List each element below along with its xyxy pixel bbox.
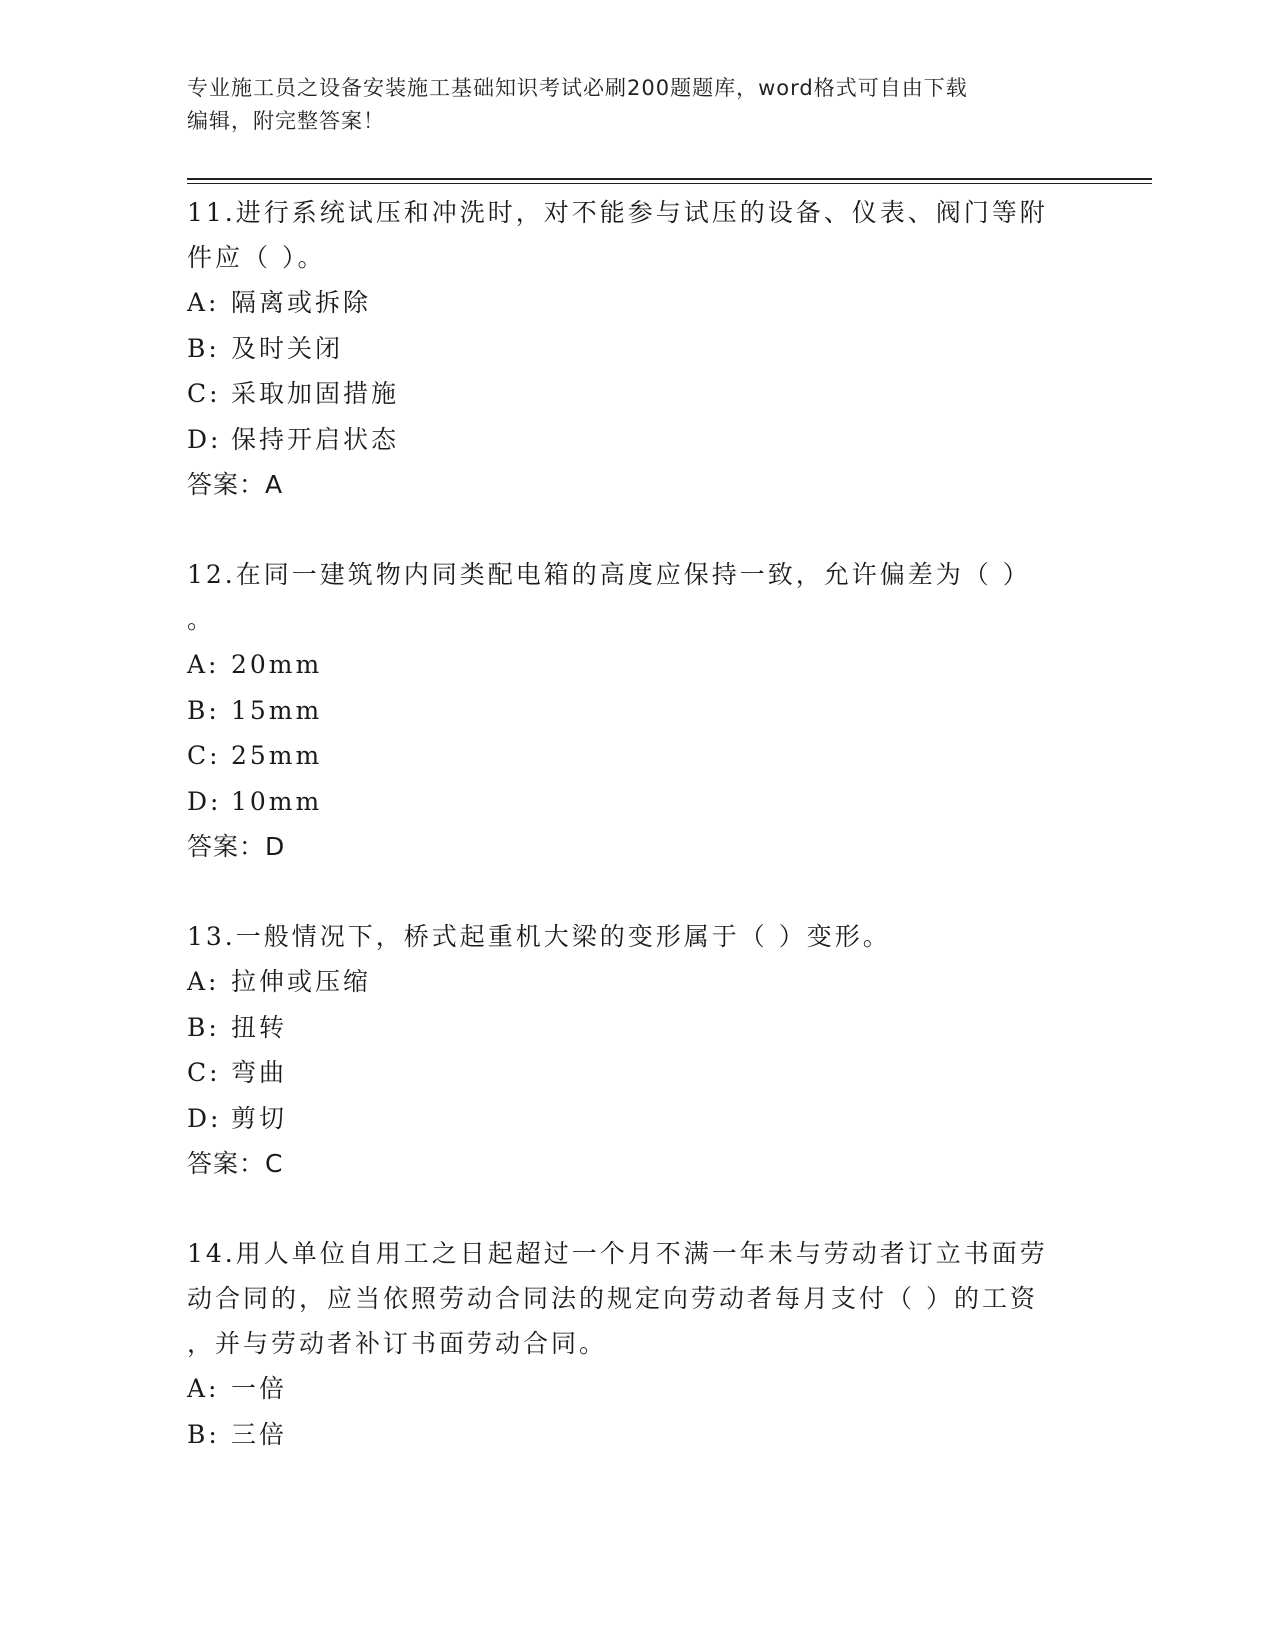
option-d [187, 1096, 1087, 1142]
option-text: 采取加固措施 [231, 379, 400, 408]
option-b [187, 1412, 1087, 1458]
option-letter: C: [187, 1058, 221, 1087]
question-spacer [187, 869, 1087, 914]
option-letter: C: [187, 379, 221, 408]
option-text: 20mm [231, 650, 323, 679]
option-text: 及时关闭 [231, 333, 344, 363]
option-letter: A: [187, 967, 220, 996]
question-spacer [187, 1186, 1087, 1231]
option-letter: A: [187, 288, 220, 317]
answer-line: 答案：D [187, 832, 286, 861]
option-a [187, 1366, 1087, 1412]
option-text: 25mm [231, 741, 323, 770]
option-c [187, 733, 1087, 779]
option-letter: B: [187, 333, 220, 363]
question-stem-line: 动合同的，应当依照劳动合同法的规定向劳动者每月支付（ ）的工资 [187, 1284, 1038, 1313]
option-text: 10mm [231, 786, 323, 816]
option-d [187, 417, 1087, 463]
question-stem-line: 11.进行系统试压和冲洗时，对不能参与试压的设备、仪表、阀门等附 [187, 198, 1048, 227]
option-d [187, 779, 1087, 825]
option-text: 拉伸或压缩 [231, 967, 372, 996]
option-letter: C: [187, 741, 221, 770]
question-stem-line: 。 [187, 605, 216, 634]
option-text: 一倍 [231, 1374, 288, 1403]
option-text: 扭转 [231, 1012, 288, 1042]
option-c [187, 1050, 1087, 1096]
option-text: 15mm [231, 695, 323, 725]
option-text: 保持开启状态 [231, 424, 400, 454]
option-b [187, 1005, 1087, 1051]
option-c [187, 371, 1087, 417]
question-12 [187, 552, 1087, 869]
option-b [187, 326, 1087, 372]
question-stem-line: ，并与劳动者补订书面劳动合同。 [187, 1329, 608, 1358]
option-text: 三倍 [231, 1419, 288, 1449]
header-title-line-1: 专业施工员之设备安装施工基础知识考试必刷200题题库，word格式可自由下载 [187, 76, 968, 100]
header-divider-thin [187, 183, 1152, 184]
option-letter: B: [187, 1419, 220, 1449]
question-14 [187, 1231, 1087, 1457]
option-letter: B: [187, 695, 220, 725]
question-11 [187, 190, 1087, 507]
question-list [187, 190, 1087, 1457]
header-divider-thick [187, 178, 1152, 180]
question-stem-line: 件应（ ）。 [187, 243, 326, 272]
question-spacer [187, 507, 1087, 552]
option-letter: D: [187, 1103, 222, 1133]
option-letter: B: [187, 1012, 220, 1042]
option-letter: A: [187, 650, 220, 679]
question-stem-line: 14.用人单位自用工之日起超过一个月不满一年未与劳动者订立书面劳 [187, 1239, 1048, 1268]
question-stem-line: 12.在同一建筑物内同类配电箱的高度应保持一致，允许偏差为（ ） [187, 560, 1031, 589]
option-text: 弯曲 [231, 1058, 288, 1087]
answer-line: 答案：A [187, 470, 284, 499]
header-title-line-2: 编辑，附完整答案！ [187, 109, 385, 133]
option-letter: A: [187, 1374, 220, 1403]
question-stem-line: 13.一般情况下，桥式起重机大梁的变形属于（ ）变形。 [187, 922, 891, 951]
answer-line: 答案：C [187, 1149, 284, 1178]
option-a [187, 280, 1087, 326]
option-text: 隔离或拆除 [231, 288, 372, 317]
option-letter: D: [187, 424, 222, 454]
option-text: 剪切 [231, 1103, 288, 1133]
option-b [187, 688, 1087, 734]
document-header [187, 72, 1067, 138]
question-13 [187, 914, 1087, 1186]
option-letter: D: [187, 786, 222, 816]
option-a [187, 642, 1087, 688]
option-a [187, 959, 1087, 1005]
